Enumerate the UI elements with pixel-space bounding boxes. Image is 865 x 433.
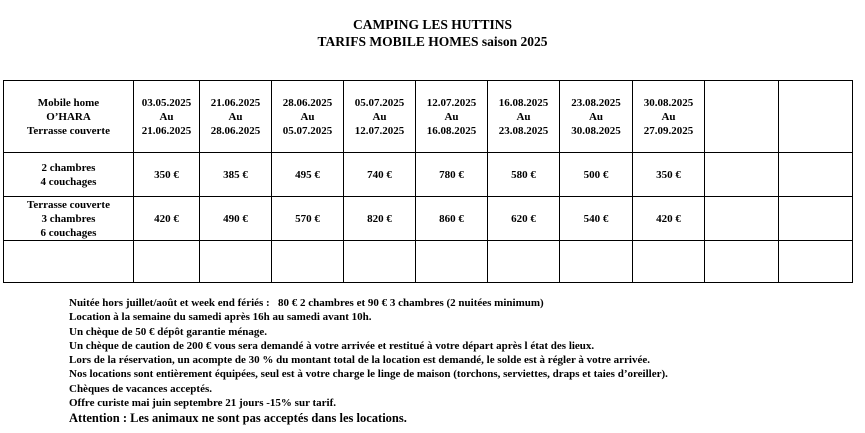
price-cell [633,241,705,283]
price-cell [705,241,779,283]
price-cell: 385 € [200,153,272,197]
price-cell: 740 € [344,153,416,197]
price-cell [344,241,416,283]
period-header: 16.08.2025 Au 23.08.2025 [488,81,560,153]
price-cell [779,153,853,197]
row-label: 2 chambres 4 couchages [4,153,134,197]
price-cell [779,241,853,283]
note-line: Chèques de vacances acceptés. [69,382,212,395]
note-line: Nuitée hors juillet/août et week end fériés : 80 € 2 chambres et 90 € 3 chambres (2 nuitées minimum) [69,297,544,309]
price-cell: 350 € [633,153,705,197]
price-cell: 420 € [633,197,705,241]
table-header-row [4,81,853,153]
attention-note: Attention : Les animaux ne sont pas acceptés dans les locations. [69,411,407,426]
price-cell: 500 € [560,153,633,197]
price-cell [705,197,779,241]
price-cell: 490 € [200,197,272,241]
period-header: 28.06.2025 Au 05.07.2025 [272,81,344,153]
table-corner-cell: Mobile home O’HARA Terrasse couverte [4,81,134,153]
note-line: Un chèque de 50 € dépôt garantie ménage. [69,325,267,338]
row-label [4,241,134,283]
price-cell [272,241,344,283]
note-line: Lors de la réservation, un acompte de 30 % du montant total de la location est demandé, le solde est à régler à votre arrivée. [69,354,650,367]
conditions-notes [69,296,668,427]
page-title-block [0,16,865,50]
price-cell: 570 € [272,197,344,241]
tariff-table [3,80,853,283]
period-header: 30.08.2025 Au 27.09.2025 [633,81,705,153]
page-title: CAMPING LES HUTTINS [352,17,513,32]
row-label: Terrasse couverte 3 chambres 6 couchages [4,197,134,241]
period-header: 21.06.2025 Au 28.06.2025 [200,81,272,153]
note-line: Nos locations sont entièrement équipées, seul est à votre charge le linge de maison (torchons, serviettes, draps et taies d’oreiller). [69,368,668,381]
price-cell [705,153,779,197]
period-header [705,81,779,153]
note-line: Un chèque de caution de 200 € vous sera demandé à votre arrivée et restitué à votre départ après l état des lieux. [69,339,595,352]
price-cell: 860 € [416,197,488,241]
price-cell: 350 € [134,153,200,197]
period-header: 03.05.2025 Au 21.06.2025 [134,81,200,153]
period-header: 05.07.2025 Au 12.07.2025 [344,81,416,153]
note-line: Location à la semaine du samedi après 16h au samedi avant 10h. [69,311,372,324]
note-line: Offre curiste mai juin septembre 21 jours -15% sur tarif. [69,397,337,410]
price-cell [779,197,853,241]
period-header: 12.07.2025 Au 16.08.2025 [416,81,488,153]
price-cell: 495 € [272,153,344,197]
price-cell [200,241,272,283]
table-row [4,153,853,197]
price-cell: 820 € [344,197,416,241]
period-header [779,81,853,153]
price-cell [416,241,488,283]
table-row [4,197,853,241]
price-cell: 420 € [134,197,200,241]
page-subtitle: TARIFS MOBILE HOMES saison 2025 [317,34,548,49]
price-cell: 780 € [416,153,488,197]
price-cell: 580 € [488,153,560,197]
price-cell: 540 € [560,197,633,241]
price-cell [134,241,200,283]
price-cell: 620 € [488,197,560,241]
table-row [4,241,853,283]
period-header: 23.08.2025 Au 30.08.2025 [560,81,633,153]
price-cell [488,241,560,283]
price-cell [560,241,633,283]
